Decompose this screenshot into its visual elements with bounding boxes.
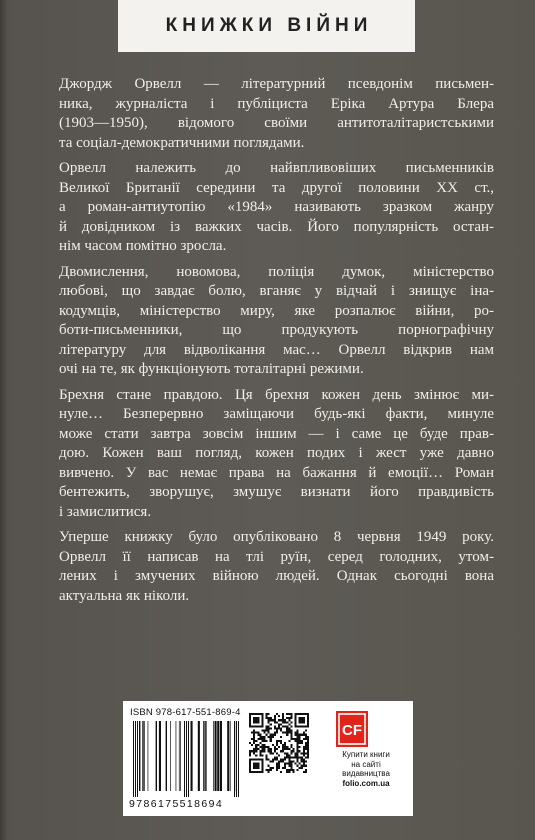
text-line: та соціал-демократичними поглядами. [59,134,305,151]
text-line: Уперше книжку було опубліковано 8 червня 1949 року. [59,529,494,545]
buy-text-line: на сайті [351,759,381,769]
text-line: Орвелл її написав на тлі руїн, серед голодних, утом- [59,548,494,565]
text-line: кодумців, міністерство миру, яке розпалює війни, ро- [59,302,494,319]
text-line: очі на те, як функціонують тоталітарні режими. [59,361,364,377]
spine-shadow [0,0,8,840]
paragraph [59,75,494,153]
barcode-digits: 9786175518694 [129,798,224,810]
text-line: Брехня стане правдою. Ця брехня кожен день змінює ми- [59,386,494,403]
paragraph [59,386,494,523]
paragraph [59,159,494,257]
text-line: боти-письменники, що продукують порнографічну [59,322,494,338]
folio-logo-text: CF [342,722,362,739]
text-line: Орвелл належить до найвпливовіших письменників [59,160,494,176]
text-line: любові, що завдає болю, вганяє у відчай і знищує іна- [59,283,494,299]
text-line: ника, журналіста і публіциста Еріка Артура Блера [59,95,494,112]
text-line: бентежить, зворушує, змушує визнати його правдивість [59,484,494,500]
text-line: Двомислення, новомова, поліція думок, міністерство [59,263,494,280]
barcode-panel [123,701,413,816]
isbn-label: ISBN 978-617-551-869-4 [130,707,241,718]
text-line: дою. Кожен ваш погляд, кожен подих і жест уже давно [59,445,494,461]
text-line: нім часом помітно зросла. [59,238,227,254]
buy-text-line: Купити книги [342,750,390,759]
barcode-image [131,721,241,797]
text-line: актуальна як ніколи. [59,587,190,604]
paragraph [59,528,494,606]
text-line: Джордж Орвелл — літературний псевдонім письмен- [59,76,494,92]
text-line: може стати завтра зовсім іншим — і саме це буде прав- [59,425,494,442]
buy-books-text [322,750,410,788]
series-header [118,0,415,52]
text-line: Великої Британії середини та другої половини XX ст., [59,179,494,196]
buy-text-line: видавництва [342,769,390,778]
text-line: (1903—1950), відомого своїми антитоталітаристськими [59,115,494,131]
annotation-text [59,75,494,612]
text-line: літературу для відволікання мас… Орвелл відкрив нам [59,341,494,358]
text-line: нуле… Безперервно заміщаючи будь-які факти, минуле [59,406,494,422]
text-line: і замислитися. [59,503,152,520]
paragraph [59,263,494,380]
text-line: лених і змучених війною людей. Однак сьогодні вона [59,568,494,584]
publisher-site: folio.com.ua [342,778,390,788]
series-title: КНИЖКИ ВІЙНИ [165,15,373,36]
text-line: а роман-антиутопію «1984» називають зразком жанру [59,199,494,215]
text-line: вивчено. У вас немає права на бажання й емоції… Роман [59,464,494,481]
text-line: й довідником із важких часів. Його популярність остан- [59,218,494,235]
qr-code-icon [249,713,309,773]
folio-logo-icon [336,711,368,747]
